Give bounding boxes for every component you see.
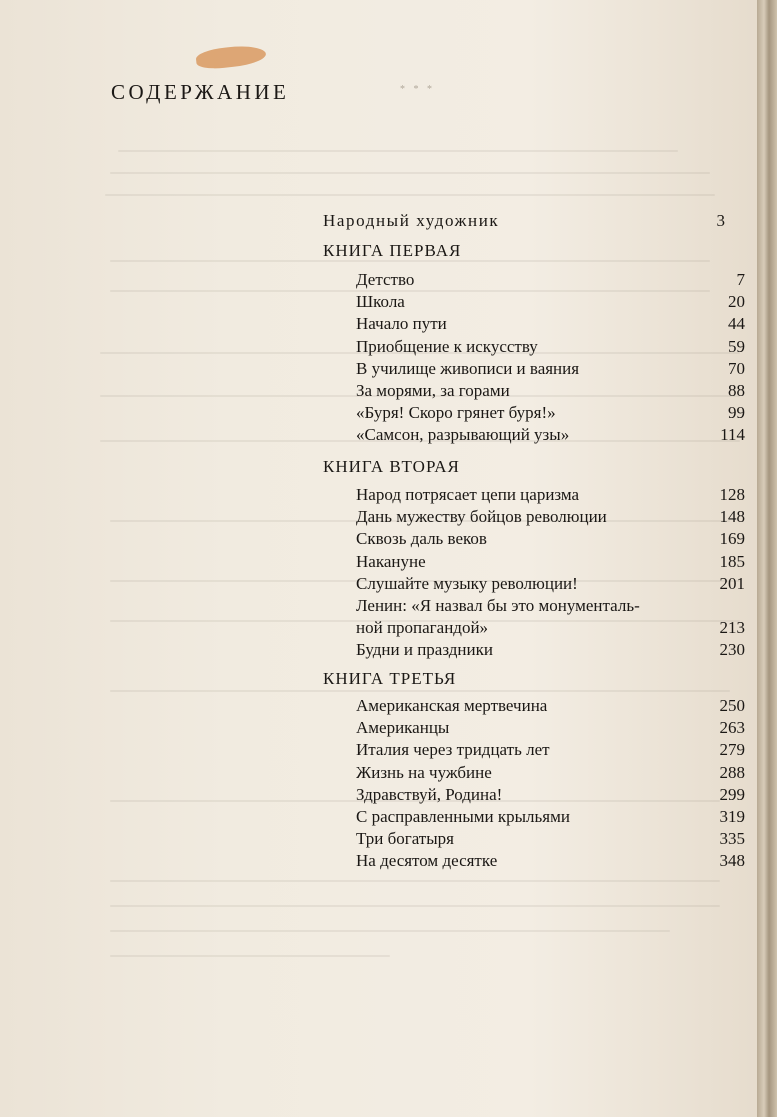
toc-entry-title: Слушайте музыку революции! (356, 574, 578, 593)
toc-intro-page: 3 (716, 211, 725, 230)
toc-entry (356, 292, 745, 314)
toc-entry-page: 230 (719, 640, 745, 659)
toc-entry (356, 314, 745, 336)
show-through-line (110, 905, 720, 907)
toc-entry-title: Народ потрясает цепи царизма (356, 485, 580, 504)
book-heading: КНИГА ТРЕТЬЯ (323, 669, 457, 688)
toc-entry-title: Жизнь на чужбине (356, 763, 492, 782)
toc-entry-page: 279 (719, 740, 745, 759)
show-through-line (118, 150, 678, 152)
toc-entry (356, 337, 745, 359)
toc-entry-page: 299 (719, 785, 745, 804)
toc-entry-title: Детство (356, 270, 415, 289)
toc-entry-title: «Самсон, разрывающий узы» (356, 425, 570, 444)
toc-entry-title: Школа (356, 292, 405, 311)
toc-entry-title: Накануне (356, 552, 426, 571)
toc-entry (356, 359, 745, 381)
paper-stain (195, 43, 267, 70)
toc-entry (356, 785, 745, 807)
book-heading: КНИГА ПЕРВАЯ (323, 241, 462, 260)
toc-entry (356, 596, 745, 618)
toc-entry (356, 574, 745, 596)
toc-entry-title: ной пропагандой» (356, 618, 489, 637)
toc-entry-page: 169 (719, 529, 745, 548)
toc-entry (356, 507, 745, 529)
toc-entry-page: 250 (719, 696, 745, 715)
show-through-line (110, 930, 670, 932)
toc-entry-page: 114 (720, 425, 745, 444)
toc-entry (356, 851, 745, 873)
toc-entry (356, 552, 745, 574)
toc-entry (356, 381, 745, 403)
toc-entry-title: Ленин: «Я назвал бы это монументаль- (356, 596, 640, 615)
toc-entry (356, 270, 745, 292)
toc-entry-title: Дань мужеству бойцов революции (356, 507, 607, 526)
toc-entry (356, 807, 745, 829)
toc-entry (356, 696, 745, 718)
toc-entry-title: «Буря! Скоро грянет буря!» (356, 403, 556, 422)
toc-entry-title: Сквозь даль веков (356, 529, 487, 548)
toc-entry-page: 88 (728, 381, 745, 400)
toc-entry-page: 335 (719, 829, 745, 848)
toc-entry-page: 263 (719, 718, 745, 737)
toc-entry (356, 829, 745, 851)
toc-entry-page: 44 (728, 314, 745, 333)
toc-entry (356, 718, 745, 740)
book-heading: КНИГА ВТОРАЯ (323, 457, 460, 476)
toc-entry-title: В училище живописи и ваяния (356, 359, 580, 378)
toc-entry (356, 763, 745, 785)
toc-entry (356, 640, 745, 662)
toc-entry-page: 185 (719, 552, 745, 571)
toc-entry-page: 348 (719, 851, 745, 870)
toc-entry-page: 213 (719, 618, 745, 637)
toc-entry-title: Будни и праздники (356, 640, 493, 659)
toc-entry-title: На десятом десятке (356, 851, 498, 870)
toc-entry-page: 59 (728, 337, 745, 356)
toc-entry (356, 529, 745, 551)
toc-entry-page: 70 (728, 359, 745, 378)
toc-entry-page: 7 (736, 270, 745, 289)
show-through-line (110, 172, 710, 174)
toc-entry-title: Начало пути (356, 314, 447, 333)
toc-entry (356, 618, 745, 640)
toc-entry-title: Американцы (356, 718, 450, 737)
toc-entry (356, 425, 745, 447)
page-title: СОДЕРЖАНИЕ (111, 80, 290, 104)
toc-entry (356, 740, 745, 762)
toc-entry-page: 128 (719, 485, 745, 504)
toc-entry-page: 20 (728, 292, 745, 311)
show-through-line (110, 955, 390, 957)
show-through-line (105, 194, 715, 196)
toc-entry-title: Италия через тридцать лет (356, 740, 550, 759)
toc-entry-page: 319 (719, 807, 745, 826)
show-through-line (110, 690, 730, 692)
toc-entry-page: 99 (728, 403, 745, 422)
toc-entry-title: Три богатыря (356, 829, 454, 848)
page-edge (757, 0, 777, 1117)
toc-entry-page: 201 (719, 574, 745, 593)
toc-entry (356, 403, 745, 425)
show-through-line (110, 880, 720, 882)
toc-entry-title: Американская мертвечина (356, 696, 548, 715)
toc-entry-title: Приобщение к искусству (356, 337, 538, 356)
ornament-stars: * * * (400, 84, 435, 95)
toc-intro-label: Народный художник (323, 211, 500, 230)
toc-entry-title: С расправленными крыльями (356, 807, 570, 826)
toc-entry-page: 148 (719, 507, 745, 526)
toc-entry-title: Здравствуй, Родина! (356, 785, 503, 804)
toc-entry-page: 288 (719, 763, 745, 782)
toc-entry (356, 485, 745, 507)
toc-entry-title: За морями, за горами (356, 381, 510, 400)
